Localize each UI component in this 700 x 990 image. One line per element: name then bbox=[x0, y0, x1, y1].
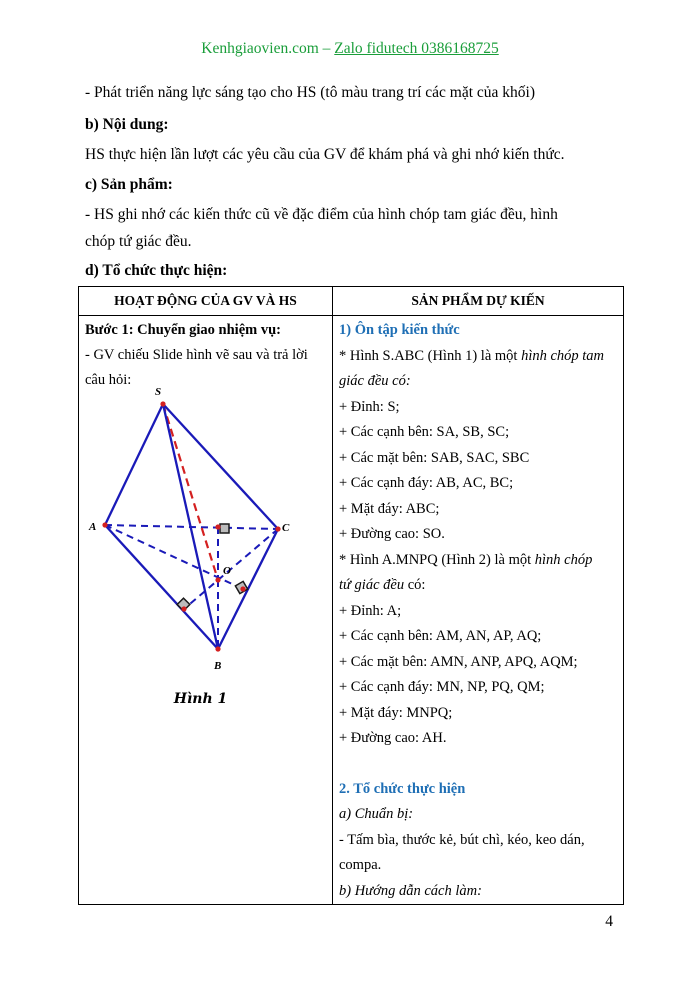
step-1-title: Bước 1: Chuyển giao nhiệm vụ: bbox=[85, 322, 281, 338]
list-item: + Các mặt bên: AMN, ANP, APQ, AQM; bbox=[339, 653, 578, 670]
figure-caption: Hình 1 bbox=[173, 691, 228, 707]
section-2-title: 2. Tổ chức thực hiện bbox=[339, 780, 466, 797]
height-SO bbox=[163, 404, 218, 580]
pyramid-figure bbox=[85, 386, 313, 697]
section-b-text: HS thực hiện lần lượt các yêu cầu của GV để khám phá và ghi nhớ kiến thức. bbox=[85, 146, 565, 163]
point-O bbox=[215, 577, 220, 582]
list-item: + Mặt đáy: MNPQ; bbox=[339, 704, 453, 721]
point-foot-AB bbox=[181, 606, 186, 611]
zalo-link[interactable]: Zalo fidutech 0386168725 bbox=[334, 40, 499, 57]
label-S: S bbox=[155, 386, 162, 398]
list-item: + Đường cao: AH. bbox=[339, 730, 447, 746]
list-item: + Các mặt bên: SAB, SAC, SBC bbox=[339, 449, 530, 466]
label-B: B bbox=[214, 660, 222, 672]
intro-line-1: - Phát triển năng lực sáng tạo cho HS (tô màu trang trí các mặt của khối) bbox=[85, 84, 536, 101]
list-item: + Các cạnh đáy: MN, NP, PQ, QM; bbox=[339, 679, 545, 695]
hinh1-intro-2: giác đều có: bbox=[339, 373, 411, 389]
right-cell bbox=[333, 316, 624, 905]
table-header-row bbox=[79, 287, 624, 316]
left-cell bbox=[79, 316, 333, 905]
point-foot-BC bbox=[240, 586, 245, 591]
list-item: + Các cạnh bên: AM, AN, AP, AQ; bbox=[339, 628, 542, 644]
section-d-heading: d) Tổ chức thực hiện: bbox=[85, 262, 228, 279]
right-angle-mark-ac bbox=[220, 524, 229, 533]
hinh2-intro-2: tứ giác đều có: bbox=[339, 577, 426, 593]
hinh2-list bbox=[339, 599, 617, 752]
edge-AB bbox=[105, 525, 218, 649]
spacer bbox=[339, 752, 617, 777]
point-B bbox=[215, 646, 220, 651]
section-c-heading: c) Sản phẩm: bbox=[85, 176, 173, 193]
table-body-row bbox=[79, 316, 624, 905]
list-item: + Các cạnh đáy: AB, AC, BC; bbox=[339, 475, 514, 491]
page-header bbox=[0, 40, 700, 58]
header-separator: – bbox=[318, 40, 335, 57]
prep-heading: a) Chuẩn bị: bbox=[339, 806, 414, 822]
point-S bbox=[160, 401, 165, 406]
section-1-title: 1) Ôn tập kiến thức bbox=[339, 322, 460, 338]
list-item: + Đường cao: SO. bbox=[339, 526, 445, 542]
hinh2-intro: * Hình A.MNPQ (Hình 2) là một hình chóp bbox=[339, 551, 593, 568]
point-A bbox=[102, 522, 107, 527]
task-line-1: - GV chiếu Slide hình vẽ sau và trả lời bbox=[85, 347, 308, 363]
section-b-heading: b) Nội dung: bbox=[85, 116, 169, 133]
prep-text-1: - Tấm bìa, thước kẻ, bút chì, kéo, keo dán, bbox=[339, 831, 585, 848]
list-item: + Đỉnh: A; bbox=[339, 602, 402, 619]
label-A: A bbox=[89, 521, 97, 533]
section-c-text-1: - HS ghi nhớ các kiến thức cũ về đặc điểm của hình chóp tam giác đều, hình bbox=[85, 206, 558, 223]
point-foot-AC bbox=[215, 524, 220, 529]
list-item: + Mặt đáy: ABC; bbox=[339, 500, 440, 517]
section-c-text-2: chóp tứ giác đều. bbox=[85, 233, 192, 250]
site-link[interactable]: Kenhgiaovien.com bbox=[201, 40, 319, 57]
median-A bbox=[105, 525, 243, 589]
hinh1-intro: * Hình S.ABC (Hình 1) là một hình chóp tam bbox=[339, 347, 605, 364]
prep-text-2: compa. bbox=[339, 857, 382, 873]
label-C: C bbox=[282, 522, 290, 534]
col-header-activity: HOẠT ĐỘNG CỦA GV VÀ HS bbox=[79, 287, 333, 316]
page-number: 4 bbox=[605, 913, 613, 930]
label-O: O bbox=[223, 565, 231, 577]
edge-SC bbox=[163, 404, 278, 529]
col-header-product: SẢN PHẨM DỰ KIẾN bbox=[333, 287, 624, 316]
task-line-2: câu hỏi: bbox=[85, 372, 132, 388]
guide-heading: b) Hướng dẫn cách làm: bbox=[339, 882, 482, 899]
hinh1-list bbox=[339, 395, 617, 548]
point-C bbox=[275, 526, 280, 531]
list-item: + Đỉnh: S; bbox=[339, 398, 400, 415]
activity-table bbox=[78, 286, 624, 905]
edge-SA bbox=[105, 404, 163, 525]
list-item: + Các cạnh bên: SA, SB, SC; bbox=[339, 424, 510, 440]
